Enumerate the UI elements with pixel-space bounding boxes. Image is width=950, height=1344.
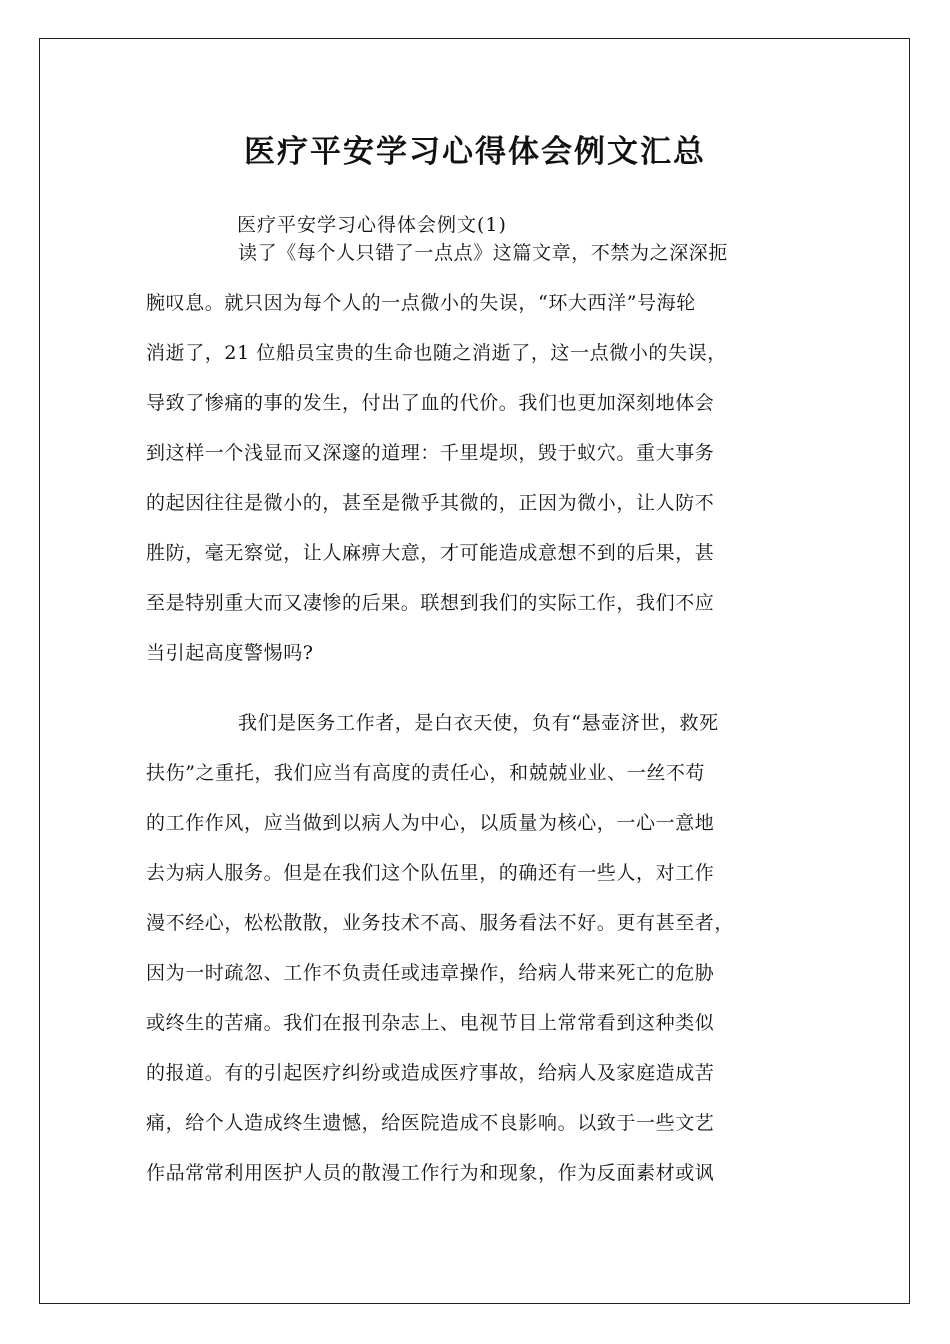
paragraph-line: 痛，给个人造成终生遗憾，给医院造成不良影响。以致于一些文艺 bbox=[146, 1112, 715, 1134]
paragraph-line: 去为病人服务。但是在我们这个队伍里，的确还有一些人，对工作 bbox=[146, 862, 715, 884]
paragraph-line: 消逝了，21 位船员宝贵的生命也随之消逝了，这一点微小的失误， bbox=[146, 342, 727, 364]
paragraph-line: 的起因往往是微小的，甚至是微乎其微的，正因为微小，让人防不 bbox=[146, 492, 715, 514]
paragraph-line: 导致了惨痛的事的发生，付出了血的代价。我们也更加深刻地体会 bbox=[146, 392, 715, 414]
document-subtitle: 医疗平安学习心得体会例文(1) bbox=[237, 214, 507, 236]
document-title: 医疗平安学习心得体会例文汇总 bbox=[244, 134, 706, 170]
paragraph-line: 至是特别重大而又凄惨的后果。联想到我们的实际工作，我们不应 bbox=[146, 592, 715, 614]
paragraph-line: 我们是医务工作者，是白衣天使，负有“悬壶济世，救死 bbox=[238, 712, 719, 734]
paragraph-line: 读了《每个人只错了一点点》这篇文章，不禁为之深深扼 bbox=[238, 242, 729, 264]
paragraph-line: 当引起高度警惕吗? bbox=[146, 642, 314, 664]
paragraph-1 bbox=[146, 228, 812, 678]
paragraph-2 bbox=[146, 698, 812, 1198]
paragraph-line: 腕叹息。就只因为每个人的一点微小的失误，“环大西洋”号海轮 bbox=[146, 292, 696, 314]
paragraph-line: 扶伤”之重托，我们应当有高度的责任心，和兢兢业业、一丝不苟 bbox=[146, 762, 706, 784]
paragraph-line: 或终生的苦痛。我们在报刊杂志上、电视节目上常常看到这种类似 bbox=[146, 1012, 715, 1034]
paragraph-line: 漫不经心，松松散散，业务技术不高、服务看法不好。更有甚至者， bbox=[146, 912, 735, 934]
paragraph-line: 到这样一个浅显而又深邃的道理：千里堤坝，毁于蚁穴。重大事务 bbox=[146, 442, 715, 464]
paragraph-line: 的报道。有的引起医疗纠纷或造成医疗事故，给病人及家庭造成苦 bbox=[146, 1062, 715, 1084]
paragraph-line: 的工作作风，应当做到以病人为中心，以质量为核心，一心一意地 bbox=[146, 812, 715, 834]
paragraph-line: 胜防，毫无察觉，让人麻痹大意，才可能造成意想不到的后果，甚 bbox=[146, 542, 715, 564]
paragraph-line: 因为一时疏忽、工作不负责任或违章操作，给病人带来死亡的危胁 bbox=[146, 962, 715, 984]
paragraph-line: 作品常常利用医护人员的散漫工作行为和现象，作为反面素材或讽 bbox=[146, 1162, 715, 1184]
